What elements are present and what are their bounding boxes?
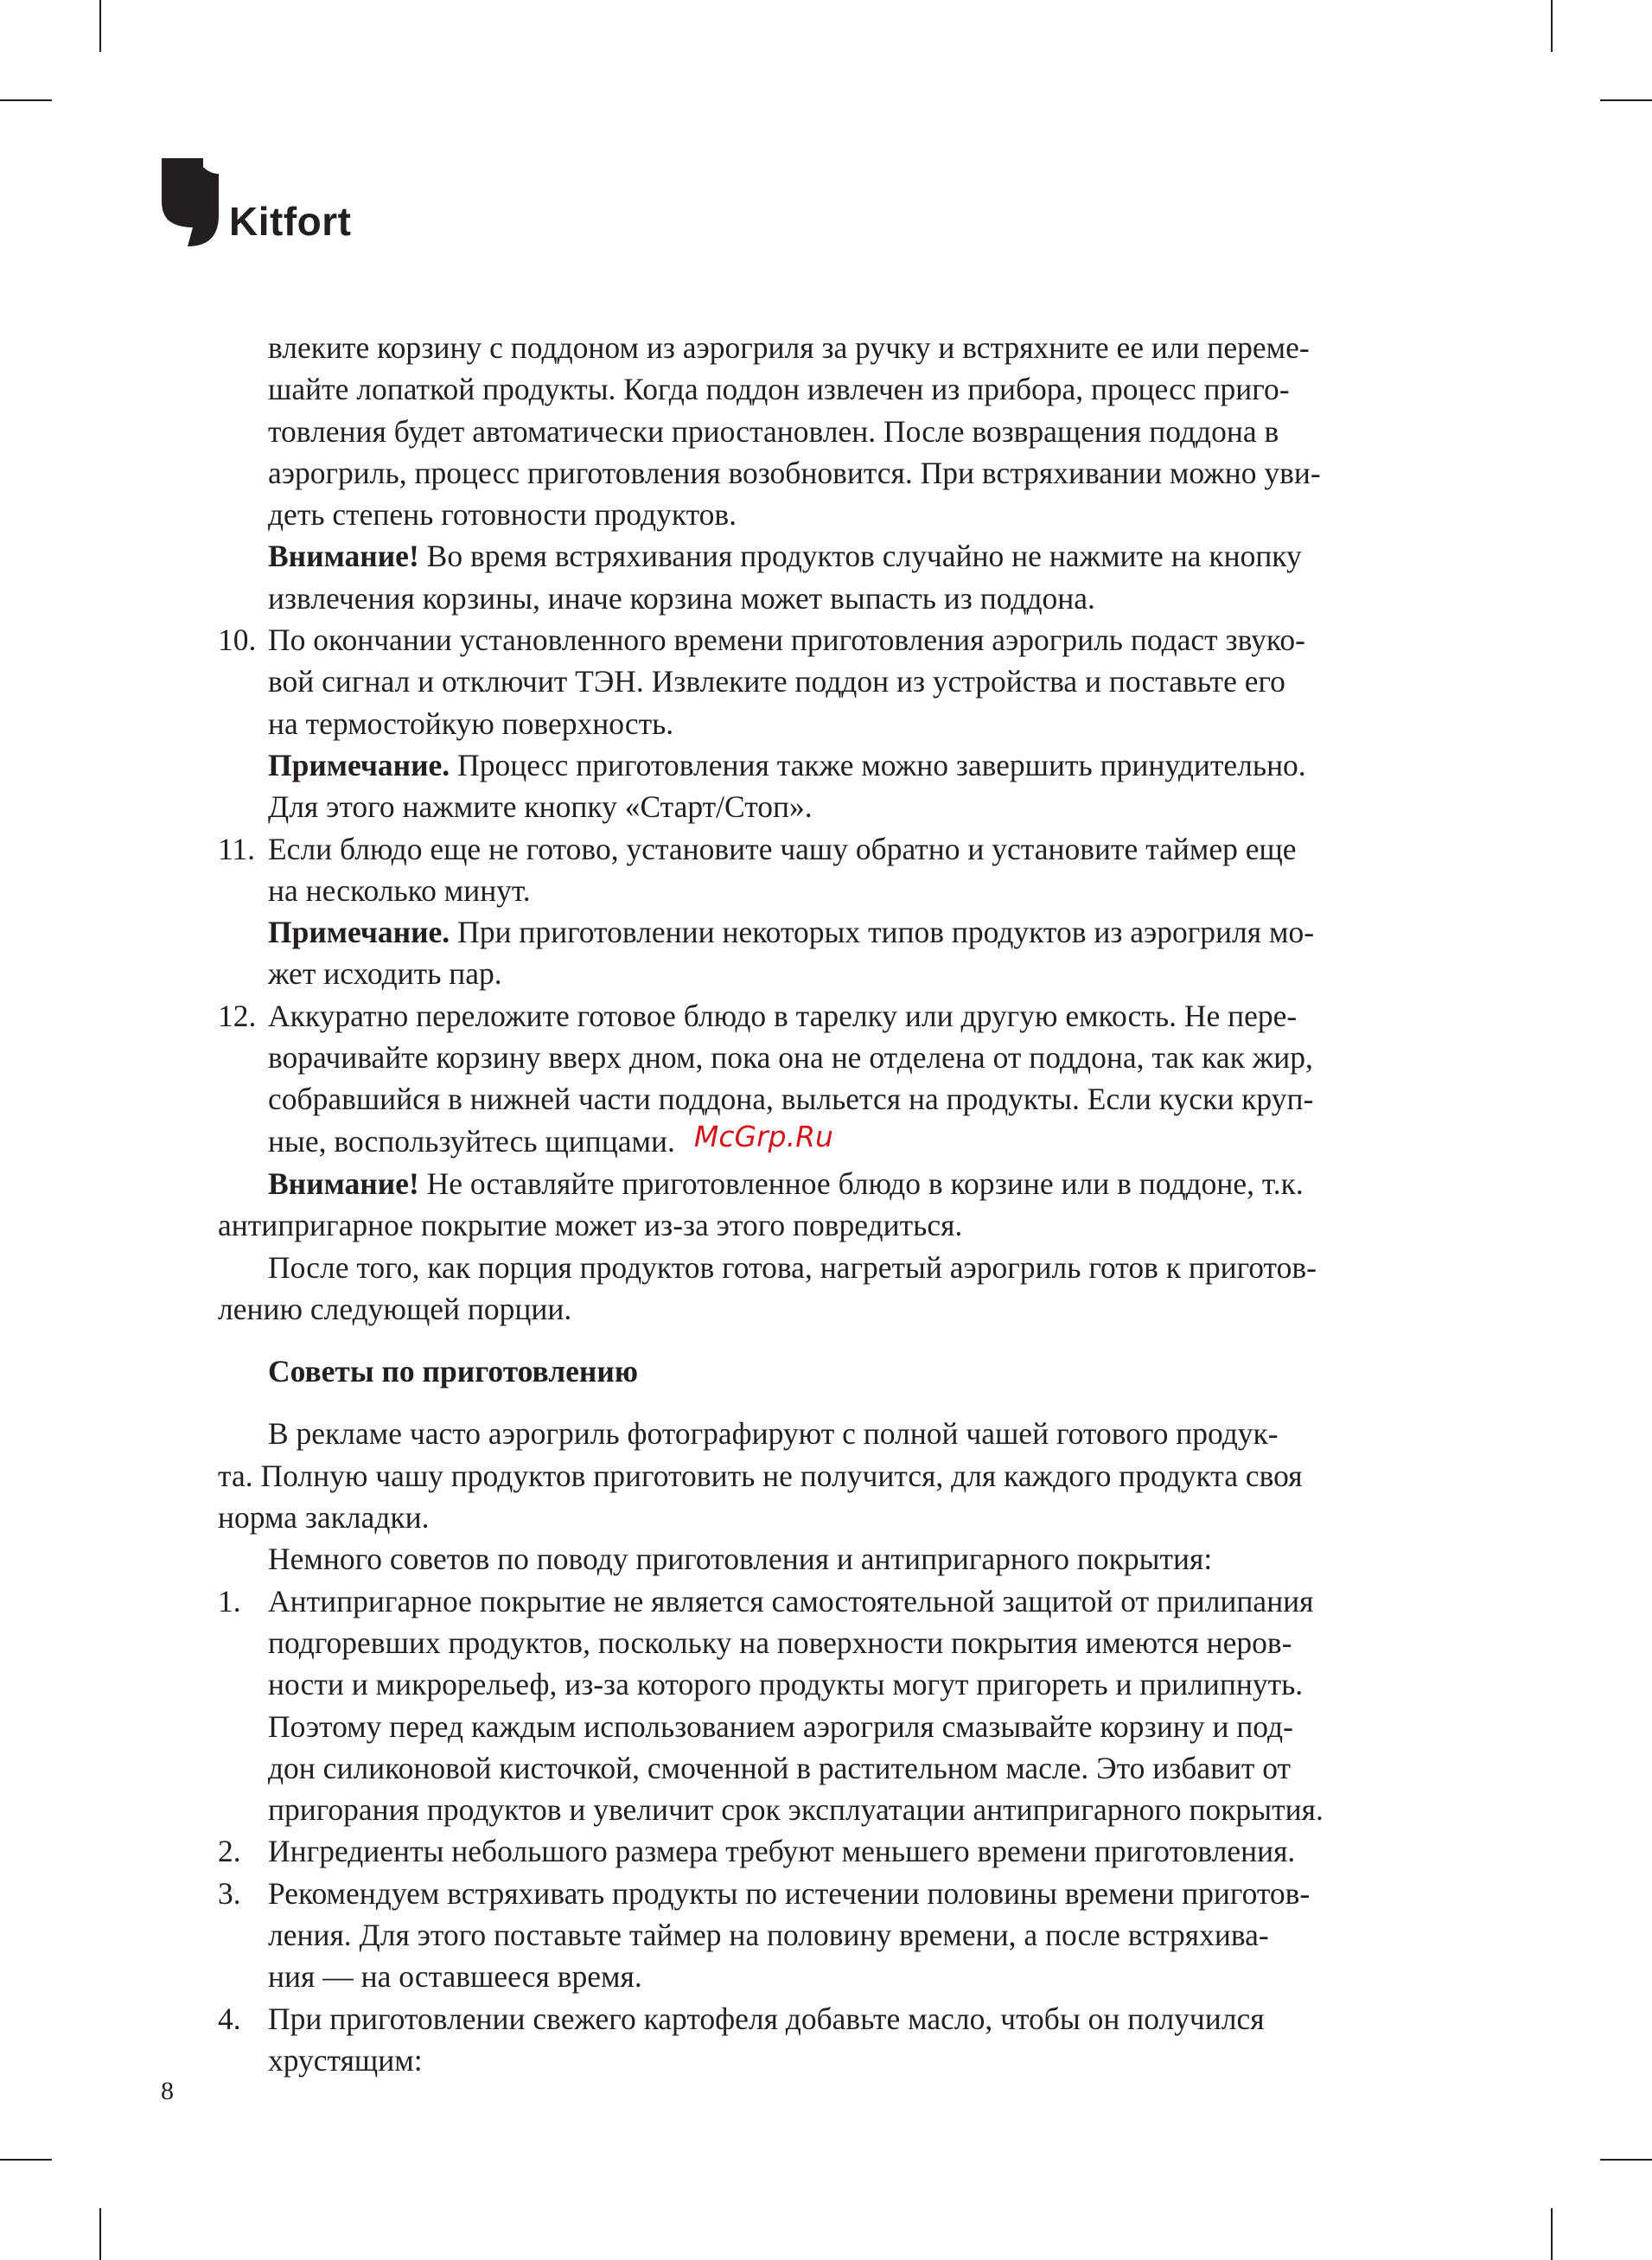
crop-mark	[0, 99, 52, 101]
crop-mark	[99, 0, 101, 52]
note-label: Примечание.	[268, 915, 450, 950]
attention-label: Внимание!	[268, 1165, 419, 1201]
list-item-text: подгоревших продуктов, поскольку на поверхности покрытия имеются неров-	[268, 1625, 1292, 1660]
tip-item	[218, 1580, 1450, 1831]
note	[268, 911, 1450, 953]
attention-label: Внимание!	[268, 539, 419, 574]
list-item-text: ния — на оставшееся время.	[268, 1959, 642, 1995]
list-item-text: Аккуратно переложите готовое блюдо в тарелку или другую емкость. Не пере-	[268, 998, 1298, 1033]
note-text: извлечения корзины, иначе корзина может выпасть из поддона.	[268, 580, 1095, 616]
section-heading: Советы по приготовлению	[268, 1354, 638, 1389]
intro-line: деть степень готовности продуктов.	[268, 497, 737, 533]
page-number: 8	[161, 2077, 174, 2105]
list-item-text: Рекомендуем встряхивать продукты по истечении половины времени приготов-	[268, 1875, 1311, 1911]
paragraph-line: В рекламе часто аэрогриль фотографируют с полной чашей готового продук-	[268, 1416, 1279, 1452]
crop-mark	[0, 2159, 52, 2161]
list-item-text: По окончании установленного времени приготовления аэрогриль подаст звуко-	[268, 622, 1305, 658]
list-item-text: ности и микрорельеф, из-за которого продукты могут пригореть и прилипнуть.	[268, 1667, 1304, 1702]
list-item-line	[268, 1120, 1450, 1163]
note-text: жет исходить пар.	[268, 956, 502, 992]
crop-mark	[1551, 2208, 1553, 2260]
tip-item	[218, 1830, 1450, 1872]
list-item-text: ления. Для этого поставьте таймер на половину времени, а после встряхива-	[268, 1917, 1269, 1952]
list-item-text: собравшийся в нижней части поддона, выльется на продукты. Если куски круп-	[268, 1082, 1314, 1117]
list-item-number: 11.	[218, 831, 256, 866]
list-item-text: на несколько минут.	[268, 872, 531, 908]
intro-line: аэрогриль, процесс приготовления возобновится. При встряхивании можно уви-	[268, 455, 1321, 490]
list-item-text: Антипригарное покрытие не является самостоятельной защитой от прилипания	[268, 1583, 1314, 1618]
note-text: Для этого нажмите кнопку «Старт/Стоп».	[268, 789, 813, 825]
crop-mark	[1551, 0, 1553, 52]
note-text: При приготовлении некоторых типов продуктов из аэрогриля мо-	[450, 915, 1315, 950]
brand-name: Kitfort	[229, 199, 352, 244]
attention-note	[218, 1163, 1450, 1204]
list-item-text: Ингредиенты небольшого размера требуют меньшего времени приготовления.	[268, 1834, 1296, 1869]
list-item-number: 3.	[218, 1875, 241, 1911]
list-item	[218, 995, 1450, 1163]
crop-mark	[1600, 2159, 1652, 2161]
list-item-number: 1.	[218, 1583, 241, 1618]
paragraph-line: лению следующей порции.	[218, 1291, 572, 1326]
note-text: антипригарное покрытие может из-за этого повредиться.	[218, 1208, 963, 1243]
tip-item	[218, 1873, 1450, 1998]
list-item-text: хрустящим:	[268, 2042, 423, 2078]
crop-mark	[1600, 99, 1652, 101]
list-item-text: Если блюдо еще не готово, установите чашу обратно и установите таймер еще	[268, 831, 1297, 866]
list-item-number: 10.	[218, 622, 257, 658]
intro-line: влеките корзину с поддоном из аэрогриля за ручку и встряхните ее или переме-	[268, 330, 1310, 365]
list-item-text: дон силиконовой кисточкой, смоченной в растительном масле. Это избавит от	[268, 1750, 1292, 1785]
note-text: Во время встряхивания продуктов случайно не нажмите на кнопку	[418, 539, 1302, 574]
list-item	[218, 828, 1450, 995]
paragraph-line: норма закладки.	[218, 1500, 430, 1535]
list-item-text: ворачивайте корзину вверх дном, пока она не отделена от поддона, так как жир,	[268, 1040, 1313, 1076]
paragraph-line: та. Полную чашу продуктов приготовить не получится, для каждого продукта своя	[218, 1458, 1303, 1493]
paragraph-line: После того, как порция продуктов готова, нагретый аэрогриль готов к приготов-	[268, 1249, 1317, 1285]
list-item-text: Поэтому перед каждым использованием аэрогриля смазывайте корзину и под-	[268, 1708, 1293, 1744]
list-item-text: вой сигнал и отключит ТЭН. Извлеките поддон из устройства и поставьте его	[268, 664, 1285, 699]
list-item	[218, 619, 1450, 827]
kitfort-logo-icon	[158, 158, 224, 246]
list-item-number: 2.	[218, 1834, 241, 1869]
document-body	[218, 327, 1450, 2081]
note-text: Не оставляйте приготовленное блюдо в корзине или в поддоне, т.к.	[418, 1165, 1304, 1201]
note-label: Примечание.	[268, 747, 450, 782]
watermark: McGrp.Ru	[693, 1119, 833, 1153]
note-text: Процесс приготовления также можно завершить принудительно.	[450, 747, 1306, 782]
list-item-number: 4.	[218, 2001, 241, 2036]
note	[268, 744, 1450, 786]
list-item-text: При приготовлении свежего картофеля добавьте масло, чтобы он получился	[268, 2001, 1265, 2036]
list-item-text: на термостойкую поверхность.	[268, 705, 674, 741]
attention-note	[218, 535, 1450, 577]
brand-logo	[158, 158, 351, 246]
crop-mark	[99, 2208, 101, 2260]
paragraph-line: Немного советов по поводу приготовления и антипригарного покрытия:	[268, 1542, 1213, 1577]
list-item-text: ные, воспользуйтесь щипцами.	[268, 1123, 675, 1159]
intro-line: шайте лопаткой продукты. Когда поддон извлечен из прибора, процесс приго-	[268, 372, 1290, 407]
tip-item	[218, 1998, 1450, 2082]
list-item-number: 12.	[218, 998, 257, 1033]
list-item-text: пригорания продуктов и увеличит срок эксплуатации антипригарного покрытия.	[268, 1792, 1324, 1828]
intro-line: товления будет автоматически приостановлен. После возвращения поддона в	[268, 413, 1279, 449]
